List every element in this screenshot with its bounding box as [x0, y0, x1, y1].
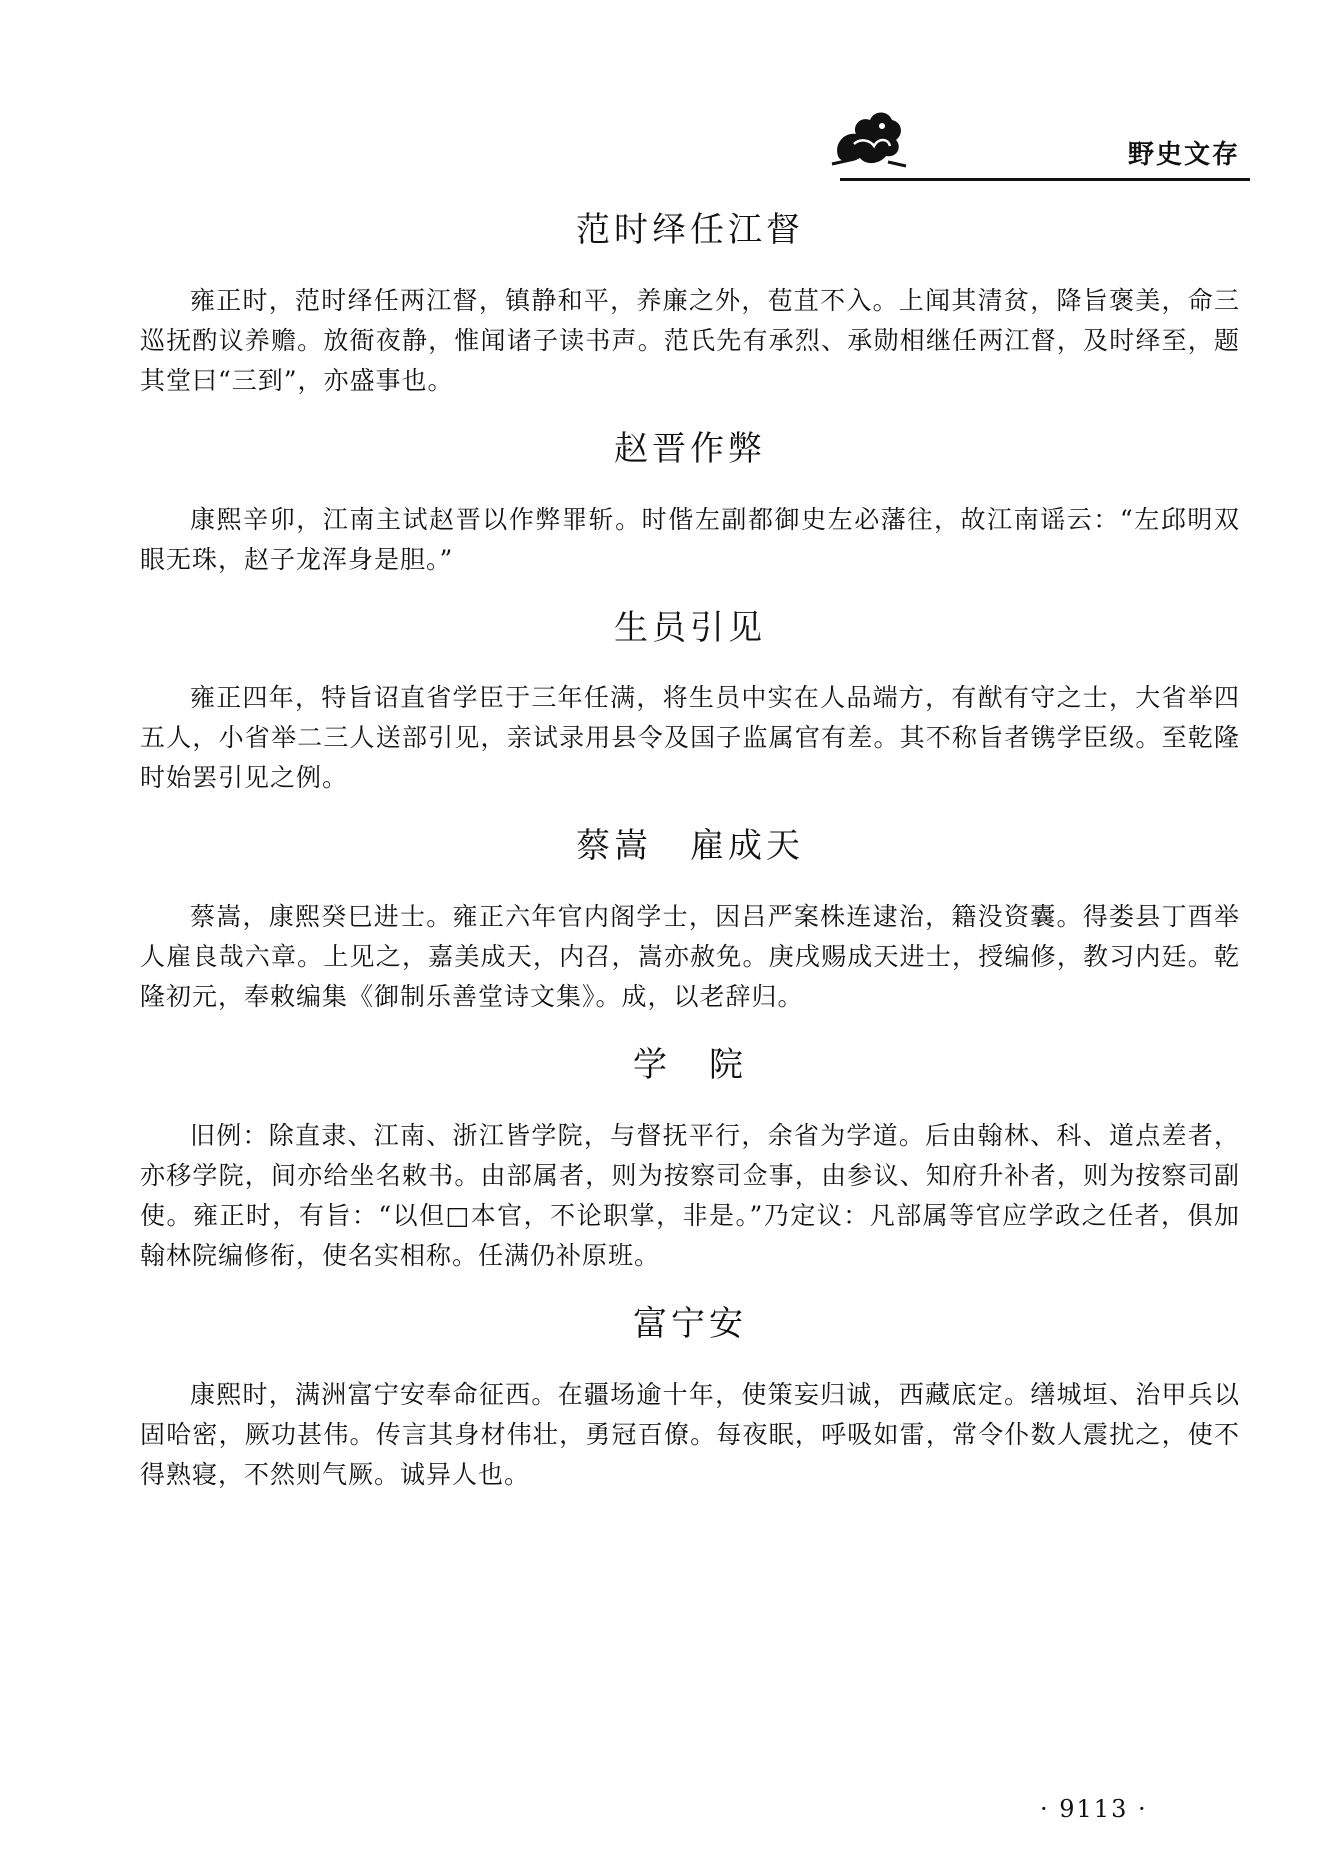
running-header	[820, 100, 1250, 184]
section-xueyuan	[140, 1045, 1240, 1276]
section-title: 范时绎任江督	[576, 210, 804, 250]
section-body: 雍正时，范时绎任两江督，镇静和平，养廉之外，苞苴不入。上闻其清贫，降旨褒美，命三巡抚酌议养赡。放衙夜静，惟闻诸子读书声。范氏先有承烈、承勋相继任两江督，及时绎至，题其堂曰“三到”，亦盛事也。	[140, 285, 1240, 395]
section-title: 生员引见	[614, 607, 766, 648]
section-title: 学 院	[633, 1045, 747, 1086]
section-title: 蔡嵩 雇成天	[576, 826, 804, 867]
section-body: 蔡嵩，康熙癸巳进士。雍正六年官内阁学士，因吕严案株连逮治，籍没资囊。得娄县丁酉举人雇良哉六章。上见之，嘉美成天，内召，嵩亦赦免。庚戌赐成天进士，授编修，教习内廷。乾隆初元，奉敕编集《御制乐善堂诗文集》。成，以老辞归。	[140, 902, 1240, 1012]
section-body: 旧例：除直隶、江南、浙江皆学院，与督抚平行，余省为学道。后由翰林、科、道点差者，亦移学院，间亦给坐名敕书。由部属者，则为按察司佥事，由参议、知府升补者，则为按察司副使。雍正时，有旨：“以但□本官，不论职掌，非是。”乃定议：凡部属等官应学政之任者，俱加翰林院编修衔，使名实相称。任满仍补原班。	[140, 1120, 1240, 1270]
section-body: 雍正四年，特旨诏直省学臣于三年任满，将生员中实在人品端方，有猷有守之士，大省举四五人，小省举二三人送部引见，亲试录用县令及国子监属官有差。其不称旨者镌学臣级。至乾隆时始罢引见之例。	[140, 683, 1240, 793]
running-title: 野史文存	[1127, 140, 1240, 170]
section-title: 赵晋作弊	[614, 428, 766, 469]
section-body: 康熙时，满洲富宁安奉命征西。在疆场逾十年，使策妄归诚，西藏底定。缮城垣、治甲兵以固哈密，厥功甚伟。传言其身材伟壮，勇冠百僚。每夜眠，呼吸如雷，常令仆数人震扰之，使不得熟寝，不然则气厥。诚异人也。	[140, 1379, 1240, 1489]
page-number: · 9113 ·	[1040, 1795, 1148, 1823]
section-title: 富宁安	[633, 1303, 747, 1344]
section-cai-song	[140, 826, 1240, 1017]
section-fan-shiyi	[140, 210, 1240, 401]
dragon-emblem-icon	[830, 104, 908, 170]
section-fu-ningan	[140, 1304, 1240, 1495]
section-zhao-jin	[140, 429, 1240, 580]
article-list	[140, 210, 1240, 1523]
header-rule	[840, 178, 1250, 181]
section-shengyuan-yinjian	[140, 608, 1240, 799]
section-body: 康熙辛卯，江南主试赵晋以作弊罪斩。时偕左副都御史左必藩往，故江南谣云：“左邱明双眼无珠，赵子龙浑身是胆。”	[140, 504, 1240, 574]
